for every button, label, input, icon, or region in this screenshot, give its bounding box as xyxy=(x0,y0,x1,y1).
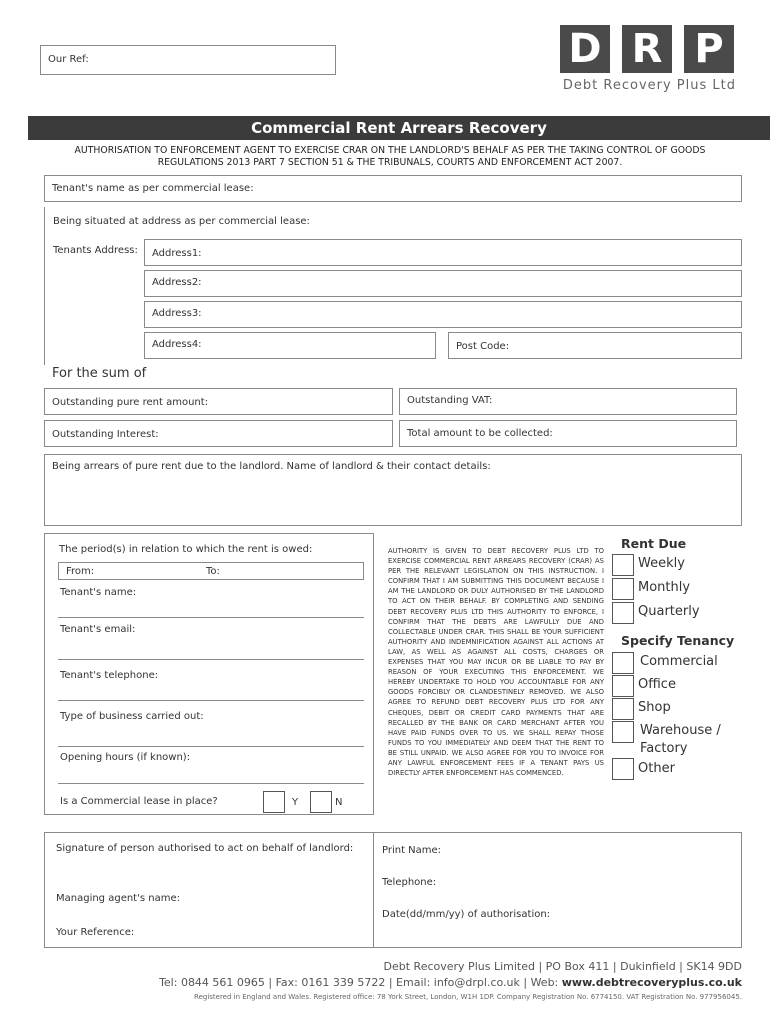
address4-label: Address4: xyxy=(152,339,202,350)
footer-contact xyxy=(40,976,742,989)
from-label: From: xyxy=(66,566,95,577)
lease-no-label: N xyxy=(335,797,343,808)
tenants-address-label: Tenants Address: xyxy=(53,245,138,256)
address3-label: Address3: xyxy=(152,308,202,319)
address1-label: Address1: xyxy=(152,248,202,259)
tenant-email-label: Tenant's email: xyxy=(60,624,136,635)
opening-hours-label: Opening hours (if known): xyxy=(60,752,191,763)
subtitle-line-1: AUTHORISATION TO ENFORCEMENT AGENT TO EXERCISE CRAR ON THE LANDLORD'S BEHALF AS PER THE TAKING CONTROL OF GOODS xyxy=(74,145,706,156)
tenancy-shop-label: Shop xyxy=(638,700,671,715)
interest-field[interactable] xyxy=(44,420,393,447)
business-type-label: Type of business carried out: xyxy=(60,711,204,722)
logo-letter-p: P xyxy=(684,25,734,73)
period-label: The period(s) in relation to which the rent is owed: xyxy=(59,544,313,555)
reference-label: Your Reference: xyxy=(56,927,135,938)
postcode-field[interactable] xyxy=(448,332,742,359)
tenancy-office-checkbox[interactable] xyxy=(612,675,634,697)
tenant-name-field[interactable] xyxy=(44,175,742,202)
tenancy-other-checkbox[interactable] xyxy=(612,758,634,780)
rent-due-heading: Rent Due xyxy=(621,536,687,551)
page-title: Commercial Rent Arrears Recovery xyxy=(251,119,547,137)
footer-address: Debt Recovery Plus Limited | PO Box 411 | Dukinfield | SK14 9DD xyxy=(383,960,742,973)
print-name-label: Print Name: xyxy=(382,845,442,856)
tenant-email-line[interactable] xyxy=(58,659,364,660)
logo-letter-d: D xyxy=(560,25,610,73)
tenancy-other-label: Other xyxy=(638,761,675,776)
signature-divider xyxy=(373,832,374,948)
tenant-name-2-line[interactable] xyxy=(58,617,364,618)
tenancy-heading: Specify Tenancy xyxy=(621,633,735,648)
situated-label: Being situated at address as per commercial lease: xyxy=(53,216,310,227)
tenancy-commercial-checkbox[interactable] xyxy=(612,652,634,674)
lease-no-checkbox[interactable] xyxy=(310,791,332,813)
signature-label: Signature of person authorised to act on behalf of landlord: xyxy=(56,843,354,854)
address3-field[interactable] xyxy=(144,301,742,328)
pure-rent-field[interactable] xyxy=(44,388,393,415)
tenancy-commercial-label: Commercial xyxy=(640,654,718,669)
rent-monthly-checkbox[interactable] xyxy=(612,578,634,600)
lease-yes-label: Y xyxy=(292,797,299,808)
vat-field[interactable] xyxy=(399,388,737,415)
lease-question-label: Is a Commercial lease in place? xyxy=(60,796,218,807)
total-label: Total amount to be collected: xyxy=(407,428,553,439)
address4-field[interactable] xyxy=(144,332,436,359)
postcode-label: Post Code: xyxy=(456,341,510,352)
total-field[interactable] xyxy=(399,420,737,447)
footer-registration: Registered in England and Wales. Registered office: 78 York Street, London, W1H 1DP. Company Registration No. 6774150. VAT Registration No. 977956045. xyxy=(194,993,742,1001)
address2-field[interactable] xyxy=(144,270,742,297)
landlord-details-label: Being arrears of pure rent due to the landlord. Name of landlord & their contact details: xyxy=(52,461,491,472)
date-label: Date(dd/mm/yy) of authorisation: xyxy=(382,909,551,920)
address1-field[interactable] xyxy=(144,239,742,266)
to-label: To: xyxy=(206,566,220,577)
rent-quarterly-label: Quarterly xyxy=(638,604,700,619)
rent-weekly-checkbox[interactable] xyxy=(612,554,634,576)
period-from-to-field[interactable] xyxy=(58,562,364,580)
pure-rent-label: Outstanding pure rent amount: xyxy=(52,397,209,408)
business-type-line[interactable] xyxy=(58,746,364,747)
logo-letter-r: R xyxy=(622,25,672,73)
tenancy-office-label: Office xyxy=(638,677,676,692)
address2-label: Address2: xyxy=(152,277,202,288)
tenant-name-label: Tenant's name as per commercial lease: xyxy=(52,183,254,194)
tenancy-factory-label: Factory xyxy=(640,741,688,756)
tenant-phone-label: Tenant's telephone: xyxy=(60,670,159,681)
footer-web-link[interactable]: www.debtrecoveryplus.co.uk xyxy=(561,976,742,989)
rent-monthly-label: Monthly xyxy=(638,580,691,595)
our-ref-field[interactable] xyxy=(40,45,336,75)
tenancy-warehouse-checkbox[interactable] xyxy=(612,721,634,743)
authority-text: AUTHORITY IS GIVEN TO DEBT RECOVERY PLUS LTD TO EXERCISE COMMERCIAL RENT ARREARS RECOVERY (CRAR) AS PER THE RELEVANT LEGISLATION ON THIS INSTRUCTION. I CONFIRM THAT I AM SUBMITTING THIS DOCUMENT BECAUSE I AM THE LANDLORD OR DULY AUTHORISED BY THE LANDLORD TO ACT ON THEIR BEHALF. BY COMPLETING AND SENDING DEBT RECOVERY PLUS LTD THIS AUTHORITY TO ENFORCE, I CONFIRM THAT THE DEBTS ARE LAWFULLY DUE AND COLLECTABLE UNDER CRAR. THIS SHALL BE YOUR SUFFICIENT AUTHORITY AND INDEMNIFICATION AGAINST ALL ACTIONS AT LAW, AS WELL AS AGAINST ALL COSTS, CHARGES OR EXPENSES THAT YOU MAY INCUR OR BE LIABLE TO PAY BY REASON OF YOUR EXECUTING THIS ENFORCEMENT. WE HEREBY UNDERTAKE TO HOLD YOU ACCOUNTABLE FOR ANY GOODS FORCIBLY OR CLANDESTINELY REMOVED. WE ALSO AGREE TO REFUND DEBT RECOVERY PLUS LTD FOR ANY CHEQUES, DEBIT OR CREDIT CARD PAYMENTS THAT ARE RECALLED BY THE BANK OR CARD MERCHANT AFTER YOU HAVE PAID FUNDS OVER TO US. WE SHALL REPAY THOSE FUNDS TO YOU IMMEDIATELY AND DEEM THAT THE RENT TO BE STILL UNPAID. WE ALSO AGREE FOR YOU TO INVOICE FOR ANY LAWFUL ENFORCEMENT FEES IF A TENANT PAYS US DIRECTLY AFTER ENFORCEMENT HAS COMMENCED. xyxy=(388,547,604,778)
footer-contact-text: Tel: 0844 561 0965 | Fax: 0161 339 5722 | Email: info@drpl.co.uk | Web: xyxy=(159,976,562,989)
telephone-label: Telephone: xyxy=(382,877,437,888)
tenant-phone-line[interactable] xyxy=(58,700,364,701)
tenancy-shop-checkbox[interactable] xyxy=(612,698,634,720)
rent-weekly-label: Weekly xyxy=(638,556,685,571)
vat-label: Outstanding VAT: xyxy=(407,395,493,406)
rent-quarterly-checkbox[interactable] xyxy=(612,602,634,624)
logo-subtitle: Debt Recovery Plus Ltd xyxy=(562,78,736,93)
opening-hours-line[interactable] xyxy=(58,783,364,784)
landlord-details-field[interactable] xyxy=(44,454,742,526)
tenancy-warehouse-label: Warehouse / xyxy=(640,723,721,738)
interest-label: Outstanding Interest: xyxy=(52,429,159,440)
tenant-name-2-label: Tenant's name: xyxy=(60,587,137,598)
sum-heading: For the sum of xyxy=(52,366,147,381)
subtitle-line-2: REGULATIONS 2013 PART 7 SECTION 51 & THE TRIBUNALS, COURTS AND ENFORCEMENT ACT 2007. xyxy=(157,157,623,168)
managing-agent-label: Managing agent's name: xyxy=(56,893,180,904)
lease-yes-checkbox[interactable] xyxy=(263,791,285,813)
our-ref-label: Our Ref: xyxy=(48,54,89,65)
